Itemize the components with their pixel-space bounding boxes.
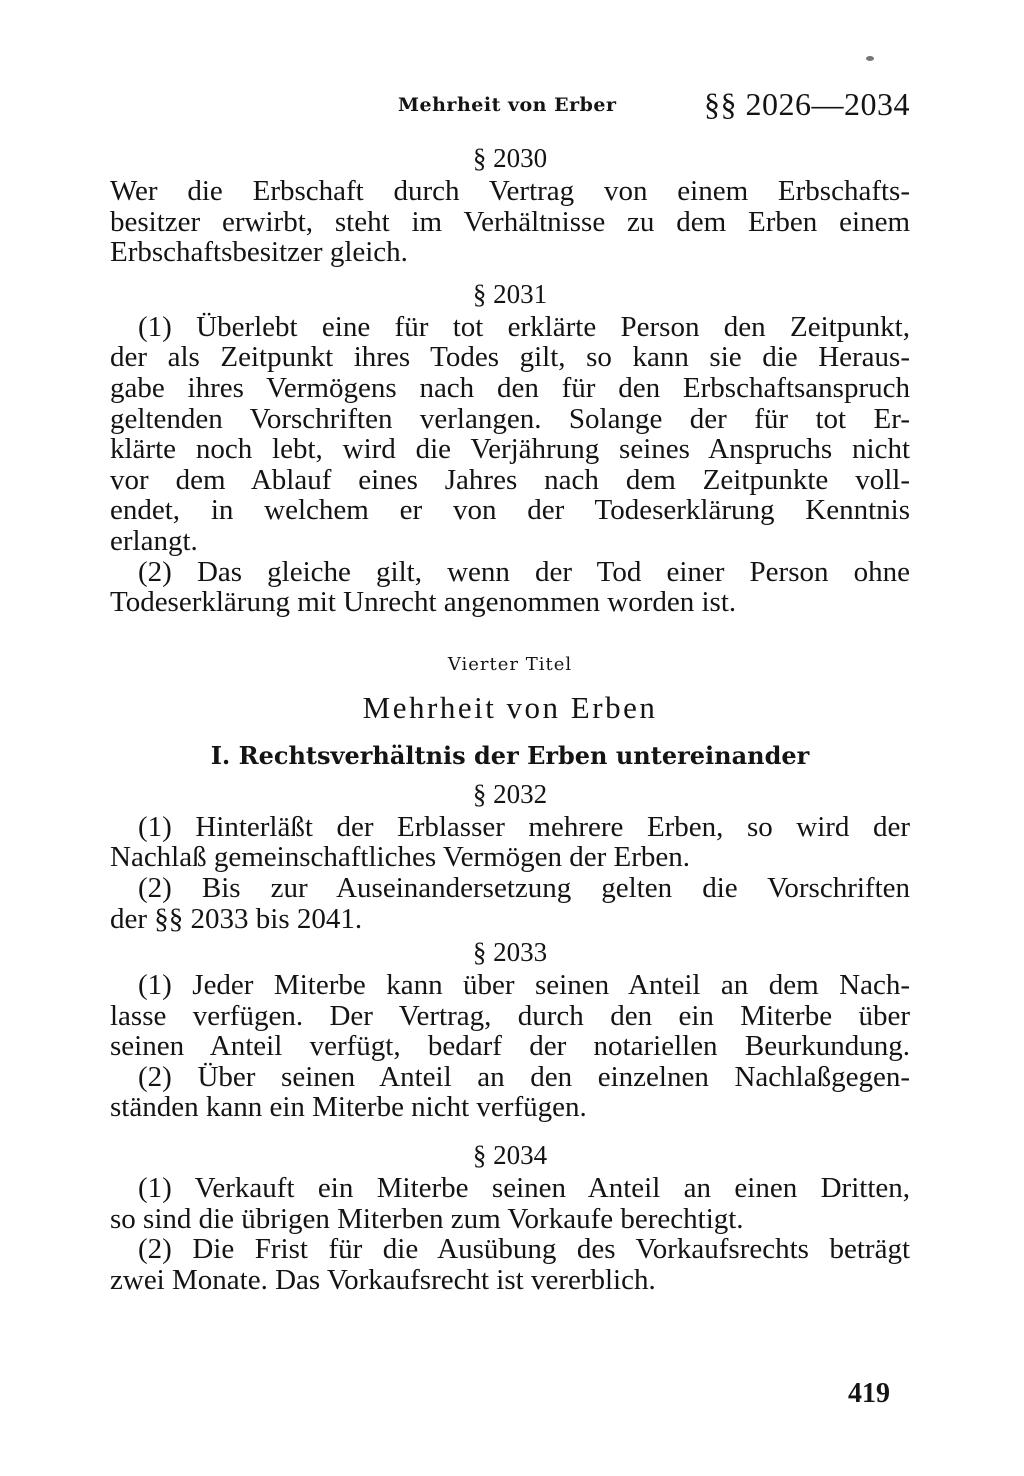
title-block — [110, 650, 910, 776]
section-heading: § 2033 — [472, 937, 548, 968]
text-line: Erbschaftsbesitzer gleich. — [110, 236, 408, 269]
section-heading: § 2034 — [472, 1140, 548, 1171]
title-name: Mehrheit von Erben — [362, 689, 658, 725]
text-line: (2) Über seinen Anteil an den einzelnen Nachlaßgegen- — [138, 1060, 910, 1093]
text-line: Todeserklärung mit Unrecht angenommen worden ist. — [110, 586, 737, 619]
section-heading: § 2032 — [472, 778, 548, 809]
section-heading: § 2030 — [472, 143, 548, 173]
text-line: (2) Die Frist für die Ausübung des Vorkaufsrechts beträgt — [138, 1233, 910, 1266]
subtitle: I. Rechtsverhältnis der Erben untereinander — [210, 740, 810, 770]
text-line: gabe ihres Vermögens nach den für den Erbschaftsanspruch — [110, 371, 910, 404]
title-number: Vierter Titel — [447, 653, 573, 675]
ink-speck — [866, 56, 874, 61]
text-line: Wer die Erbschaft durch Vertrag von einem Erbschafts- — [110, 175, 910, 207]
text-line: lasse verfügen. Der Vertrag, durch den ein Miterbe über — [110, 999, 910, 1032]
text-line: der §§ 2033 bis 2041. — [110, 902, 363, 935]
running-header-section-range: §§ 2026—2034 — [704, 86, 910, 122]
text-line: (1) Jeder Miterbe kann über seinen Anteil an dem Nach- — [138, 969, 910, 1002]
section-2034 — [110, 1137, 910, 1295]
text-line: ständen kann ein Miterbe nicht verfügen. — [110, 1091, 587, 1124]
running-header-title: Mehrheit von Erber — [398, 94, 617, 116]
section-2032 — [110, 776, 910, 934]
text-line: (1) Überlebt eine für tot erklärte Person den Zeitpunkt, — [138, 310, 910, 343]
text-line: (1) Hinterläßt der Erblasser mehrere Erben, so wird der — [138, 810, 910, 843]
text-line: vor dem Ablauf eines Jahres nach dem Zeitpunkte voll- — [110, 463, 910, 496]
text-line: besitzer erwirbt, steht im Verhältnisse zu dem Erben einem — [110, 205, 910, 238]
text-line: Nachlaß gemeinschaftliches Vermögen der Erben. — [110, 841, 691, 874]
text-line: erlangt. — [110, 524, 198, 557]
text-line: klärte noch lebt, wird die Verjährung seines Anspruchs nicht — [110, 433, 910, 466]
section-2030 — [110, 140, 910, 268]
text-line: (2) Das gleiche gilt, wenn der Tod einer Person ohne — [138, 555, 910, 588]
page-body — [110, 140, 910, 1295]
text-line: der als Zeitpunkt ihres Todes gilt, so kann sie die Heraus- — [110, 341, 910, 374]
page-number: 419 — [848, 1378, 890, 1409]
section-heading: § 2031 — [472, 278, 548, 309]
text-line: geltenden Vorschriften verlangen. Solange der für tot Er- — [110, 402, 910, 435]
text-line: so sind die übrigen Miterben zum Vorkaufe berechtigt. — [110, 1202, 744, 1235]
text-line: zwei Monate. Das Vorkaufsrecht ist vererblich. — [110, 1263, 656, 1296]
section-2031 — [110, 276, 910, 618]
text-line: (1) Verkauft ein Miterbe seinen Anteil an einen Dritten, — [138, 1172, 910, 1205]
text-line: endet, in welchem er von der Todeserklärung Kenntnis — [110, 494, 910, 527]
text-line: (2) Bis zur Auseinandersetzung gelten die Vorschriften — [138, 871, 910, 904]
section-2033 — [110, 934, 910, 1123]
text-line: seinen Anteil verfügt, bedarf der notariellen Beurkundung. — [110, 1030, 910, 1063]
running-header — [110, 86, 910, 126]
